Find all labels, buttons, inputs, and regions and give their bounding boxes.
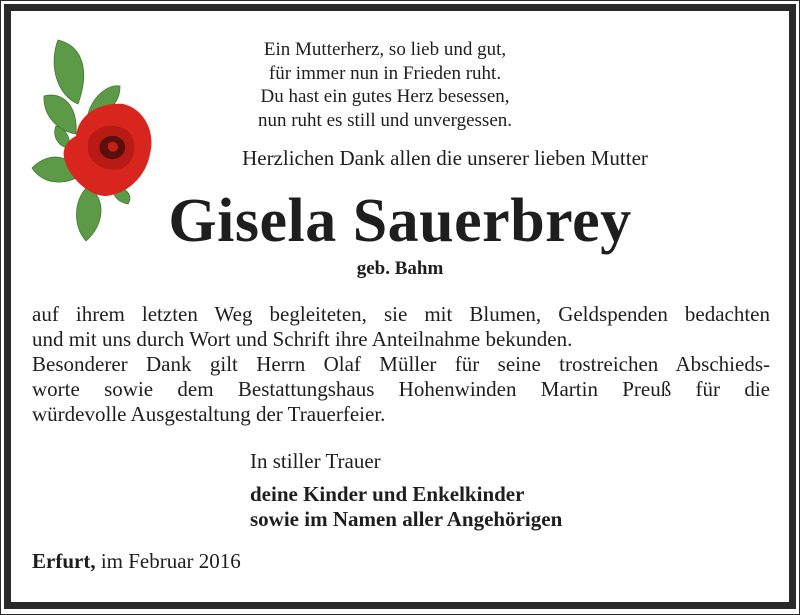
paragraph-line: und mit uns durch Wort und Schrift ihre Anteilnahme bekunden.: [32, 327, 573, 351]
thanks-line: Herzlichen Dank allen die unserer lieben Mutter: [242, 146, 648, 170]
poem-line: für immer nun in Frieden ruht.: [268, 62, 502, 84]
poem-line: Du hast ein gutes Herz besessen,: [260, 86, 510, 107]
maiden-name: geb. Bahm: [356, 258, 444, 279]
poem-line: Ein Mutterherz, so lieb und gut,: [263, 39, 507, 60]
deceased-name: Gisela Sauerbrey: [168, 187, 632, 255]
family-signature: [250, 482, 562, 532]
paragraph-line: Besonderer Dank gilt Herrn Olaf Müller für seine trostreichen Abschieds-: [32, 352, 770, 376]
date: im Februar 2016: [100, 549, 241, 573]
family-line: sowie im Namen aller Angehörigen: [250, 507, 563, 531]
thanks-paragraph: [32, 302, 770, 427]
rose-flower: [64, 104, 152, 196]
paragraph-line: worte sowie dem Bestattungshaus Hohenwinden Martin Preuß für die: [32, 377, 770, 401]
place: Erfurt,: [32, 549, 96, 573]
mourning-line: In stiller Trauer: [250, 449, 381, 473]
paragraph-line: auf ihrem letzten Weg begleiteten, sie mit Blumen, Geldspenden bedachten: [32, 302, 770, 326]
poem-line: nun ruht es still und unvergessen.: [257, 109, 512, 131]
paragraph-line: würdevolle Ausgestaltung der Trauerfeier.: [32, 402, 386, 426]
poem: [200, 38, 570, 132]
family-line: deine Kinder und Enkelkinder: [250, 482, 525, 506]
place-date: [32, 549, 241, 574]
